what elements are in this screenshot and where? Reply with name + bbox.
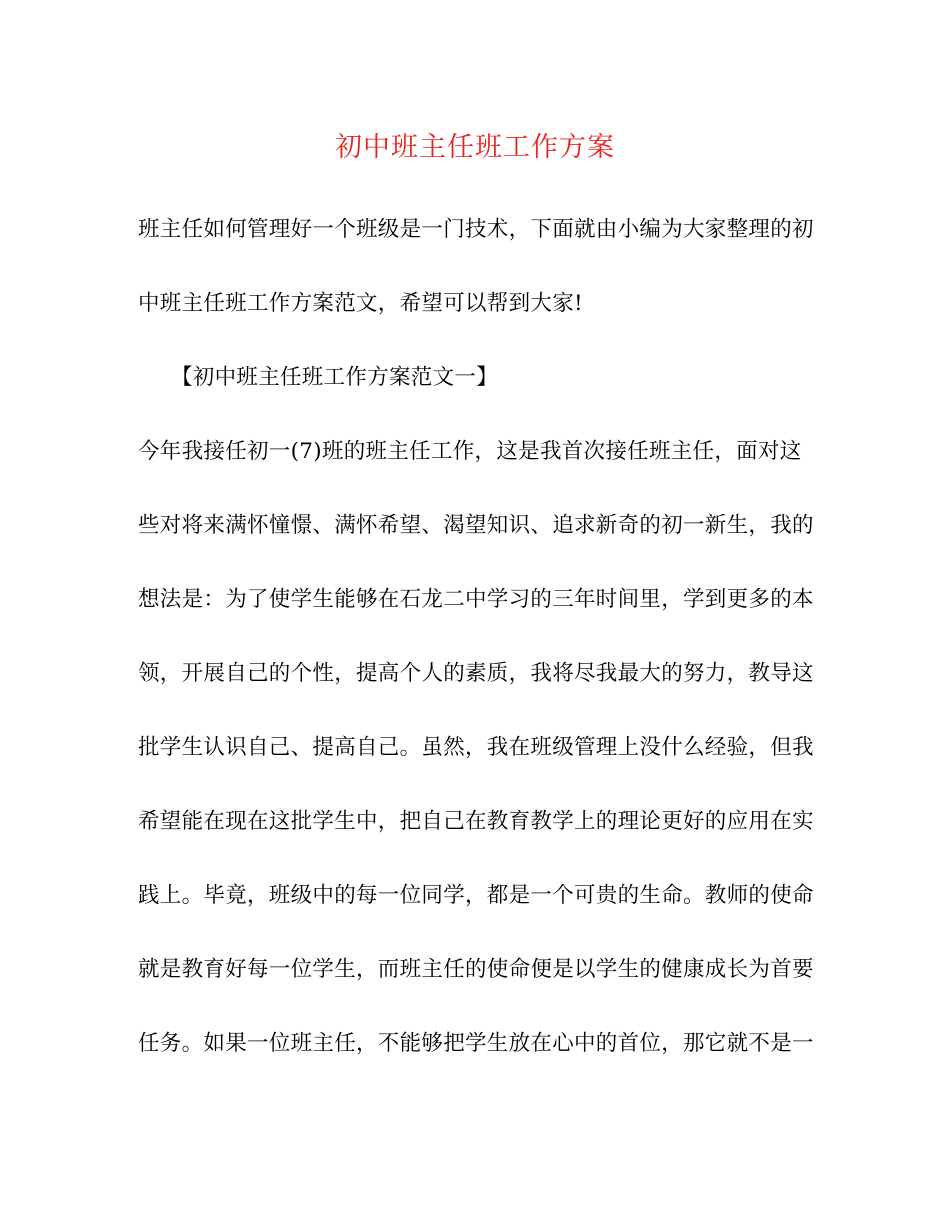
paragraph-line: 班主任如何管理好一个班级是一门技术，下面就由小编为大家整理的初: [138, 217, 814, 242]
paragraph-line: 中班主任班工作方案范文，希望可以帮到大家!: [138, 291, 583, 316]
document-title: 初中班主任班工作方案: [335, 132, 615, 163]
document-body: [138, 206, 818, 1094]
section-heading: 【初中班主任班工作方案范文一】: [171, 365, 499, 390]
paragraph-line: 些对将来满怀憧憬、满怀希望、渴望知识、追求新奇的初一新生，我的: [138, 513, 814, 538]
paragraph-line: 领，开展自己的个性，提高个人的素质，我将尽我最大的努力，教导这: [138, 661, 814, 686]
paragraph-line: 批学生认识自己、提高自己。虽然，我在班级管理上没什么经验，但我: [138, 735, 814, 760]
paragraph-line: 任务。如果一位班主任，不能够把学生放在心中的首位，那它就不是一: [138, 1031, 814, 1056]
paragraph-line: 就是教育好每一位学生，而班主任的使命便是以学生的健康成长为首要: [138, 957, 814, 982]
paragraph-line: 想法是：为了使学生能够在石龙二中学习的三年时间里，学到更多的本: [138, 587, 814, 612]
paragraph-line: 今年我接任初一(7)班的班主任工作，这是我首次接任班主任，面对这: [138, 439, 802, 464]
paragraph-line: 践上。毕竟，班级中的每一位同学，都是一个可贵的生命。教师的使命: [138, 883, 814, 908]
paragraph-line: 希望能在现在这批学生中，把自己在教育教学上的理论更好的应用在实: [138, 809, 814, 834]
